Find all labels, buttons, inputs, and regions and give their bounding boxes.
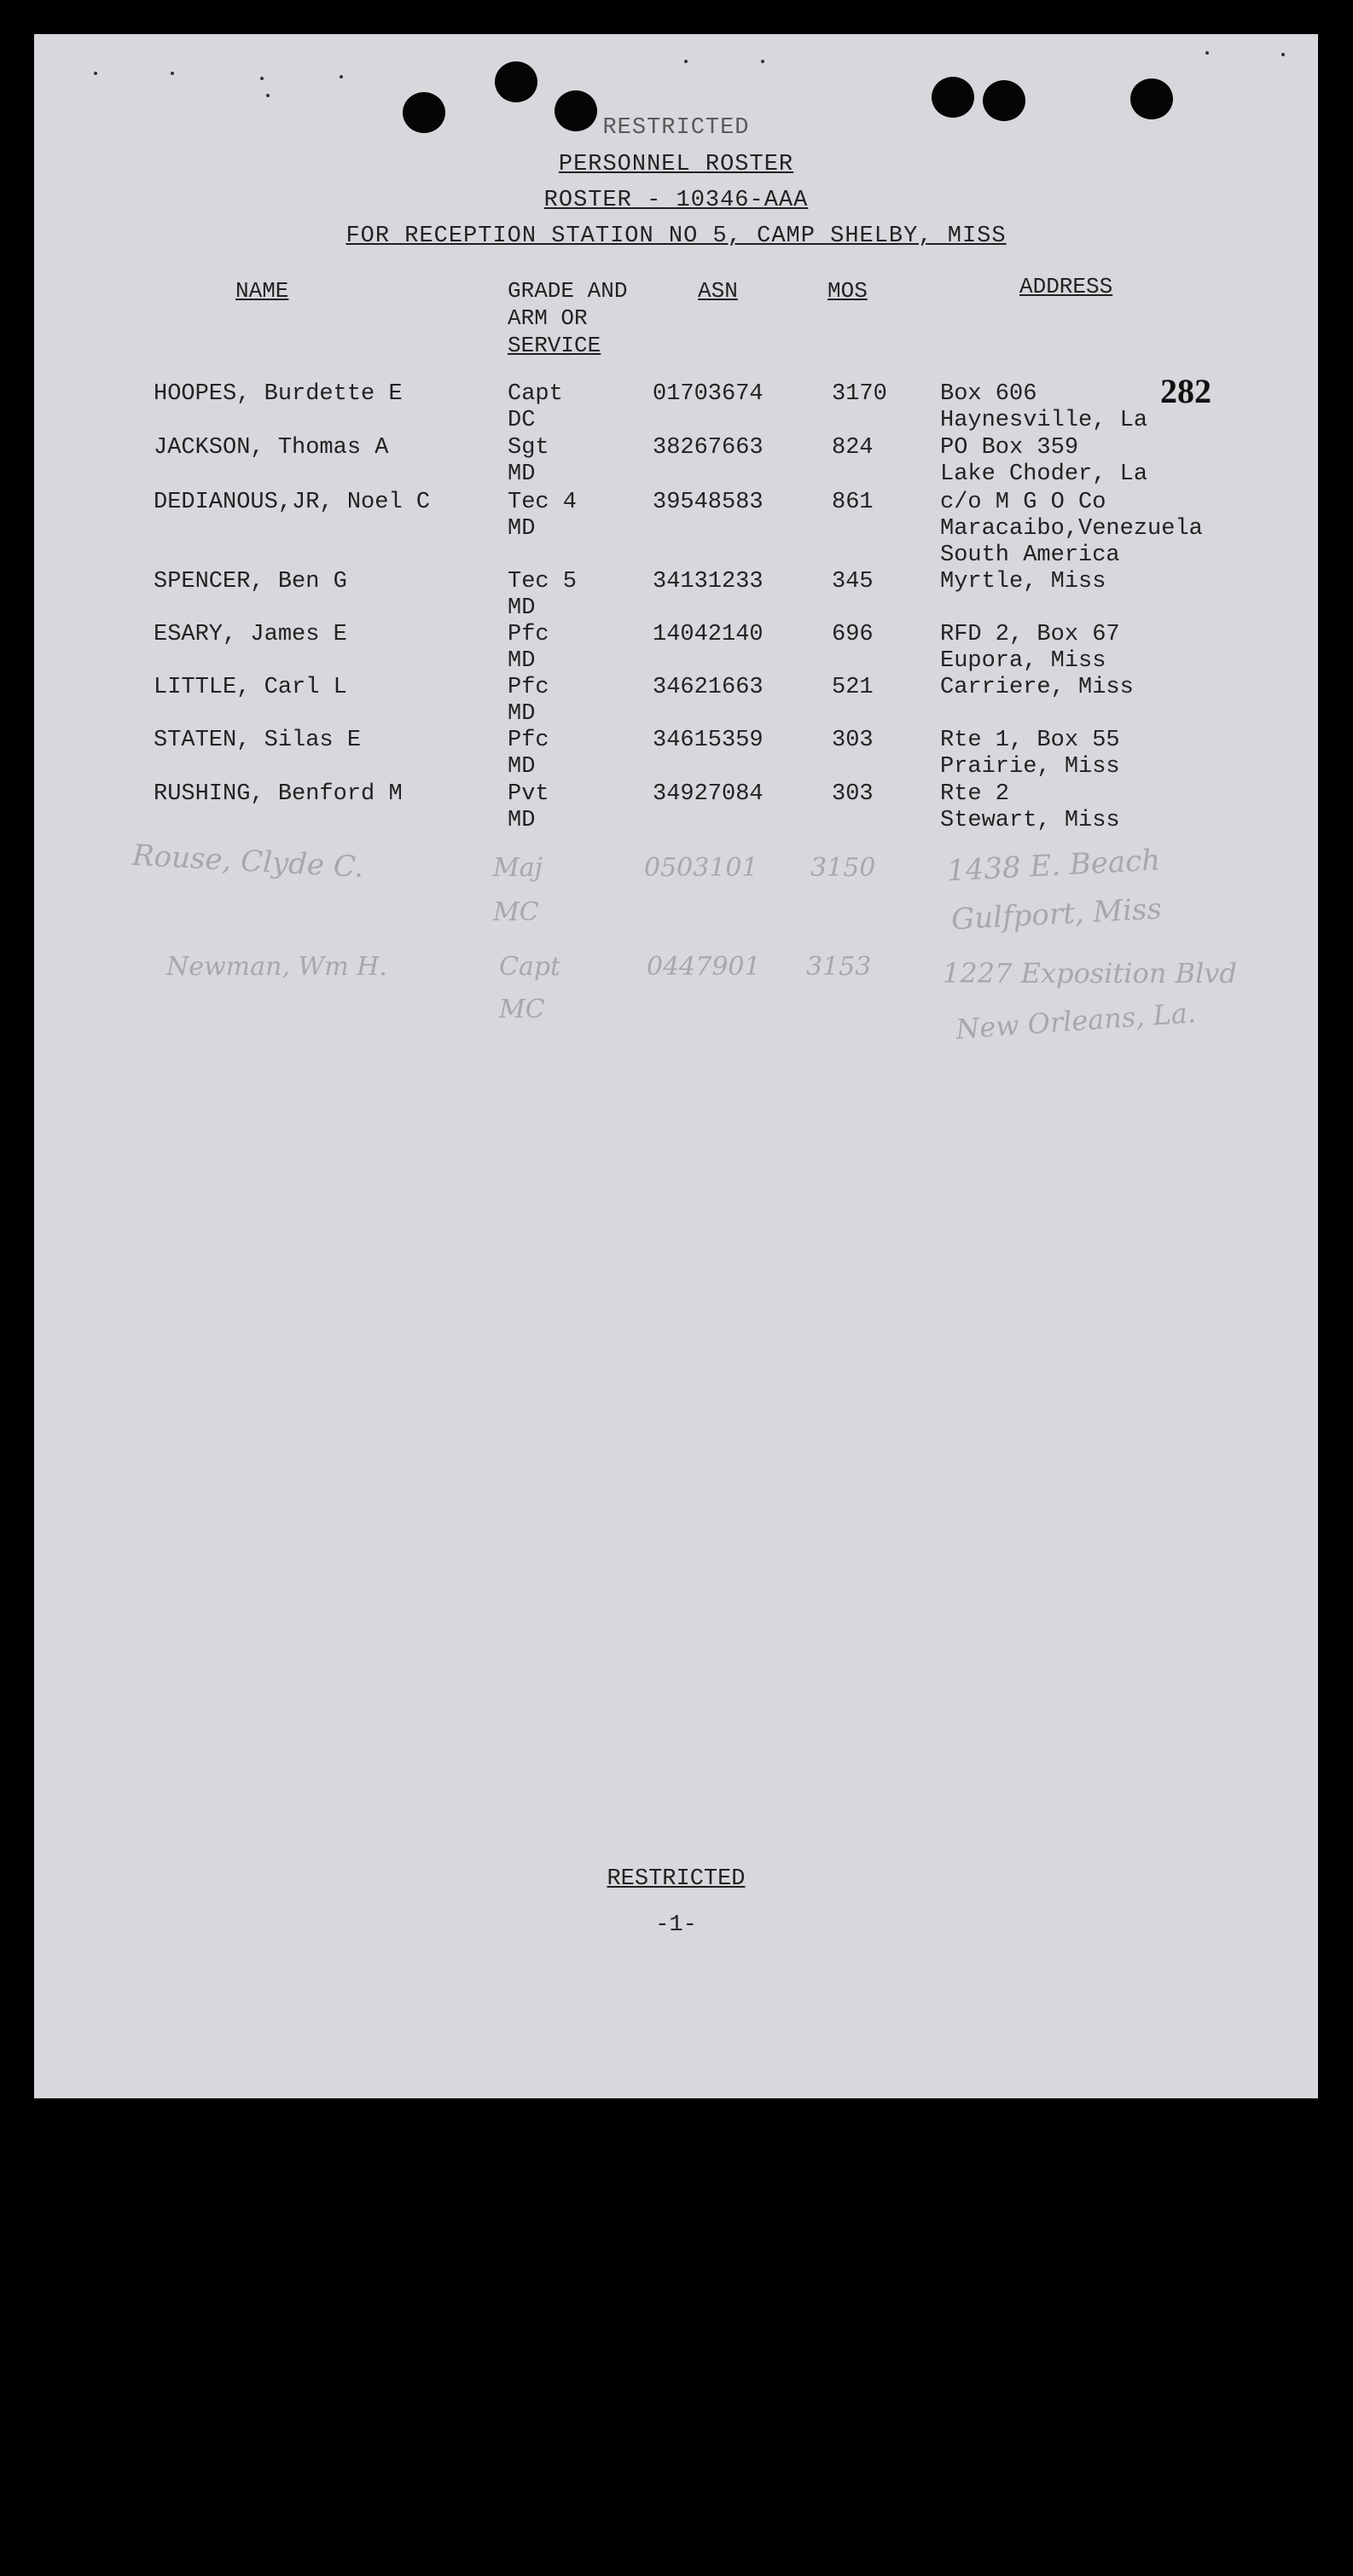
handwritten-arm: MC — [499, 995, 545, 1024]
row-address-line2: Maracaibo,Venezuela — [940, 516, 1203, 542]
row-asn: 39548583 — [653, 490, 764, 515]
row-arm: DC — [508, 408, 536, 433]
punch-hole — [932, 77, 974, 118]
row-asn: 14042140 — [653, 622, 764, 647]
speck — [340, 75, 343, 78]
col-header-address: ADDRESS — [1019, 274, 1113, 299]
row-arm: MD — [508, 595, 536, 621]
row-asn: 34615359 — [653, 728, 764, 753]
handwritten-grade: Capt — [499, 952, 561, 982]
row-arm: MD — [508, 516, 536, 542]
row-name: SPENCER, Ben G — [154, 569, 347, 595]
document-title: PERSONNEL ROSTER — [558, 152, 794, 177]
row-grade: Pfc — [508, 728, 549, 753]
roster-number: ROSTER - 10346-AAA — [543, 188, 809, 213]
col-header-grade — [508, 277, 627, 359]
row-mos: 521 — [832, 675, 874, 700]
handwritten-grade: Maj — [493, 853, 543, 883]
handwritten-address-line1: 1438 E. Beach — [946, 843, 1161, 889]
handwritten-mos: 3153 — [806, 952, 872, 982]
row-address-line1: Rte 2 — [940, 781, 1010, 807]
restricted-label: RESTRICTED — [602, 115, 750, 141]
row-grade: Tec 5 — [508, 569, 578, 595]
row-grade: Capt — [508, 381, 563, 407]
speck — [94, 72, 97, 75]
row-address-line1: Rte 1, Box 55 — [940, 728, 1120, 753]
row-address-line1: RFD 2, Box 67 — [940, 622, 1120, 647]
col-header-grade-line3: SERVICE — [508, 333, 601, 358]
row-mos: 861 — [832, 490, 874, 515]
handwritten-name: Rouse, Clyde C. — [131, 838, 365, 885]
row-mos: 303 — [832, 728, 874, 753]
row-address-line1: Myrtle, Miss — [940, 569, 1106, 595]
row-name: DEDIANOUS,JR, Noel C — [154, 490, 431, 515]
punch-hole — [1130, 78, 1173, 119]
row-address-line2: Lake Choder, La — [940, 461, 1148, 487]
roster-page — [34, 34, 1318, 2098]
row-grade: Pvt — [508, 781, 549, 807]
footer-restricted-label: RESTRICTED — [607, 1866, 746, 1892]
row-address-line2: Stewart, Miss — [940, 808, 1120, 833]
row-name: JACKSON, Thomas A — [154, 435, 389, 461]
speck — [260, 77, 264, 80]
handwritten-asn: 0447901 — [647, 952, 761, 982]
row-name: RUSHING, Benford M — [154, 781, 403, 807]
row-address-line2: Eupora, Miss — [940, 648, 1106, 674]
page-number-stamp: 282 — [1160, 372, 1211, 410]
row-mos: 696 — [832, 622, 874, 647]
handwritten-address-line2: New Orleans, La. — [955, 996, 1198, 1046]
row-arm: MD — [508, 701, 536, 727]
row-address-line1: c/o M G O Co — [940, 490, 1106, 515]
speck — [1281, 53, 1285, 56]
row-arm: MD — [508, 461, 536, 487]
handwritten-asn: 0503101 — [644, 853, 758, 883]
row-grade: Tec 4 — [508, 490, 578, 515]
row-asn: 38267663 — [653, 435, 764, 461]
row-grade: Sgt — [508, 435, 549, 461]
row-asn: 01703674 — [653, 381, 764, 407]
speck — [171, 72, 174, 75]
row-address-line2: Haynesville, La — [940, 408, 1148, 433]
row-mos: 3170 — [832, 381, 887, 407]
handwritten-arm: MC — [493, 897, 539, 927]
row-mos: 824 — [832, 435, 874, 461]
row-address-line2: Prairie, Miss — [940, 754, 1120, 780]
row-address-line1: PO Box 359 — [940, 435, 1079, 461]
col-header-asn: ASN — [698, 278, 738, 304]
row-asn: 34131233 — [653, 569, 764, 595]
row-arm: MD — [508, 648, 536, 674]
station-heading: FOR RECEPTION STATION NO 5, CAMP SHELBY, MISS — [346, 223, 1007, 249]
row-asn: 34621663 — [653, 675, 764, 700]
speck — [761, 60, 764, 63]
speck — [1205, 51, 1209, 55]
row-grade: Pfc — [508, 675, 549, 700]
speck — [266, 94, 270, 97]
row-mos: 303 — [832, 781, 874, 807]
row-name: LITTLE, Carl L — [154, 675, 347, 700]
row-arm: MD — [508, 808, 536, 833]
footer-page-number: -1- — [655, 1912, 697, 1938]
col-header-name: NAME — [235, 278, 289, 304]
handwritten-mos: 3150 — [810, 853, 876, 883]
col-header-grade-line1: GRADE AND — [508, 278, 628, 304]
row-address-line1: Carriere, Miss — [940, 675, 1134, 700]
handwritten-address-line2: Gulfport, Miss — [950, 891, 1163, 937]
row-address-line1: Box 606 — [940, 381, 1037, 407]
row-asn: 34927084 — [653, 781, 764, 807]
row-grade: Pfc — [508, 622, 549, 647]
col-header-grade-line2: ARM OR — [508, 305, 588, 331]
col-header-mos: MOS — [827, 278, 868, 304]
handwritten-name: Newman, Wm H. — [166, 952, 387, 982]
speck — [684, 60, 688, 63]
row-name: STATEN, Silas E — [154, 728, 362, 753]
row-mos: 345 — [832, 569, 874, 595]
row-address-line3: South America — [940, 542, 1120, 568]
row-name: ESARY, James E — [154, 622, 347, 647]
row-name: HOOPES, Burdette E — [154, 381, 403, 407]
handwritten-address-line1: 1227 Exposition Blvd — [943, 957, 1237, 989]
row-arm: MD — [508, 754, 536, 780]
punch-hole — [495, 61, 537, 102]
